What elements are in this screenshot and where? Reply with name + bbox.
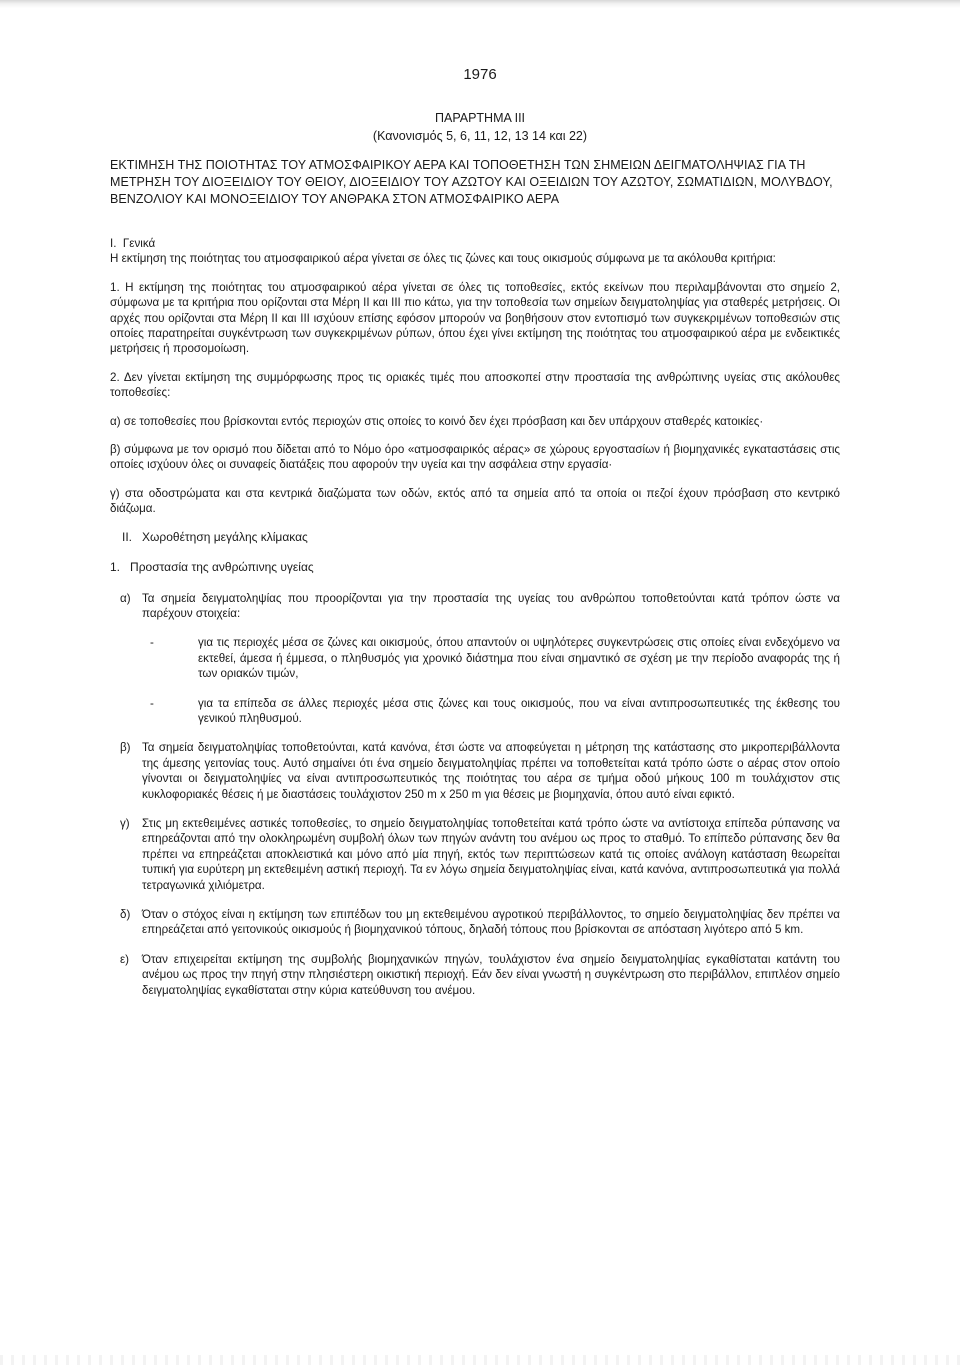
clause-c-label: γ): [120, 816, 130, 830]
section-2-label: II.: [122, 529, 133, 544]
section-1-heading: [110, 236, 840, 251]
section-1-intro: Η εκτίμηση της ποιότητας του ατμοσφαιρικού αέρα γίνεται σε όλες τις ζώνες και τους οικισμούς σύμφωνα με τα ακόλουθα κριτήρια:: [110, 252, 776, 266]
subsection-1-title: Προστασία της ανθρώπινης υγείας: [130, 560, 314, 575]
annex-title: ΠΑΡΑΡΤΗΜΑ III: [434, 111, 526, 125]
section-2-heading: [110, 530, 840, 545]
section-1-label: I.: [110, 237, 117, 250]
paragraph-2: 2. Δεν γίνεται εκτίμηση της συμμόρφωσης προς τις οριακές τιμές που αποσκοπεί στην προστασία της ανθρώπινης υγείας στις ακόλουθες τοποθεσίες:: [110, 370, 840, 400]
clause-c: [120, 816, 840, 893]
section-1-title: Γενικά: [122, 237, 156, 250]
clause-d: [120, 907, 840, 938]
subsection-1-label: 1.: [110, 560, 121, 575]
scan-edge-bottom: [0, 1355, 960, 1365]
list-item: [110, 635, 840, 681]
subsection-1-heading: [110, 560, 840, 575]
clause-d-label: δ): [120, 908, 131, 921]
clause-e: [120, 952, 840, 998]
list-item-b: β) σύμφωνα με τον ορισμό που δίδεται από το Νόμο όρο «ατμοσφαιρικός αέρας» σε χώρους εργοστασίων ή βιομηχανικές εγκαταστάσεις στις οποίες ισχύουν όλες οι συναφείς διατάξεις που αφορούν την υγεία και την ασφάλεια στην εργασία·: [110, 443, 840, 472]
list-item-a: α) σε τοποθεσίες που βρίσκονται εντός περιοχών στις οποίες το κοινό δεν έχει πρόσβαση και δεν υπάρχουν σταθερές κατοικίες·: [110, 414, 764, 428]
clause-a-label: α): [120, 591, 131, 605]
section-2-title: Χωροθέτηση μεγάλης κλίμακας: [142, 529, 308, 544]
bullet-text: για τις περιοχές μέσα σε ζώνες και οικισμούς, όπου απαντούν οι υψηλότερες συγκεντρώσεις στις οποίες είναι ενδεχόμενο να εκτεθεί, άμεσα ή έμμεσα, ο πληθυσμός για χρονικό διάστημα που είναι σημαντικό σε σχέση με την περίοδο αναφοράς της ή των οριακών τιμών,: [198, 636, 840, 681]
clause-b-text: Τα σημεία δειγματοληψίας τοποθετούνται, κατά κανόνα, έτσι ώστε να αποφεύγεται η μέτρηση της κατάστασης στο μικροπεριβάλλοντα της άμεσης γειτονίας τους. Αυτό σημαίνει ότι ένα σημείο δειγματοληψίας πρέπει να τοποθετείται κατά τρόπο ώστε ο αέρας στον οποίο γίνονται οι δειγματοληψίες να είναι αντιπροσωπευτικός της ποιότητας του αέρα σε τμήμα οδού μήκους 100 m τουλάχιστον στις κυκλοφοριακές θέσεις ή με διαστάσεις τουλάχιστον 250 m x 250 m για θέσεις με βιομηχανία, όπου αυτό είναι εφικτό.: [142, 741, 840, 801]
clause-c-text: Στις μη εκτεθειμένες αστικές τοποθεσίες, το σημείο δειγματοληψίας τοποθετείται κατά τρόπο ώστε να αντίστοιχα επίπεδα ρύπανσης να επηρεάζονται από την ολοκληρωμένη συμβολή όλων των πηγών ανάντη του ανέμου ως προς το σταθμό. Το επίπεδο ρύπανσης δεν θα πρέπει να επηρεάζεται αποκλειστικά και μόνο από μία πηγή, εκτός των περιπτώσεων κατά τις οποίες ανάλογη κατάσταση θεωρείται τυπική για ευρύτερη μη εκτεθειμένη αστική περιοχή. Τα εν λόγω σημεία δειγματοληψίας είναι, κατά κανόνα, αντιπροσωπευτικά για πολλά τετραγωνικά χιλιόμετρα.: [142, 816, 840, 892]
clause-a: [120, 591, 840, 622]
clause-e-label: ε): [120, 952, 130, 966]
annex-title-block: [0, 109, 960, 145]
dash-bullet-icon: -: [150, 636, 154, 650]
list-item: [110, 696, 840, 727]
list-item-c: γ) στα οδοστρώματα και στα κεντρικά διαζώματα των οδών, εκτός από τα σημεία από τα οποία οι πεζοί έχουν πρόσβαση στο κεντρικό διάζωμα.: [110, 486, 840, 516]
clause-d-text: Όταν ο στόχος είναι η εκτίμηση των επιπέδων του μη εκτεθειμένου αγροτικού περιβάλλοντος, το σημείο δειγματοληψίας δεν πρέπει να επηρεάζεται από γειτονικούς οικισμούς ή βιομηχανικού τόπους, δηλαδή τόπους που βρίσκονται σε απόσταση λιγότερο από 5 km.: [142, 908, 840, 937]
page-number: 1976: [463, 66, 497, 83]
document-heading: ΕΚΤΙΜΗΣΗ ΤΗΣ ΠΟΙΟΤΗΤΑΣ ΤΟΥ ΑΤΜΟΣΦΑΙΡΙΚΟΥ ΑΕΡΑ ΚΑΙ ΤΟΠΟΘΕΤΗΣΗ ΤΩΝ ΣΗΜΕΙΩΝ ΔΕΙΓΜΑΤΟΛΗΨΙΑΣ ΓΙΑ ΤΗ ΜΕΤΡΗΣΗ ΤΟΥ ΔΙΟΞΕΙΔΙΟΥ ΤΟΥ ΘΕΙΟΥ, ΔΙΟΞΕΙΔΙΟΥ ΤΟΥ ΑΖΩΤΟΥ ΚΑΙ ΟΞΕΙΔΙΩΝ ΤΟΥ ΑΖΩΤΟΥ, ΣΩΜΑΤΙΔΙΩΝ, ΜΟΛΥΒΔΟΥ, ΒΕΝΖΟΛΙΟΥ ΚΑΙ ΜΟΝΟΞΕΙΔΙΟΥ ΤΟΥ ΑΝΘΡΑΚΑ ΣΤΟΝ ΑΤΜΟΣΦΑΙΡΙΚΟ ΑΕΡΑ: [110, 158, 833, 206]
clause-a-text: Τα σημεία δειγματοληψίας που προορίζονται για την προστασία της υγείας του ανθρώπου τοποθετούνται κατά τρόπον ώστε να παρέχουν στοιχεία:: [142, 591, 840, 620]
annex-subtitle: (Κανονισμός 5, 6, 11, 12, 13 14 και 22): [372, 129, 588, 143]
dash-bullet-icon: -: [150, 696, 154, 710]
document-body: [110, 236, 840, 1012]
bullet-text: για τα επίπεδα σε άλλες περιοχές μέσα στις ζώνες και τους οικισμούς, που να είναι αντιπροσωπευτικές της έκθεσης του γενικού πληθυσμού.: [198, 696, 840, 725]
clause-b: [120, 740, 840, 802]
paragraph-1: 1. Η εκτίμηση της ποιότητας του ατμοσφαιρικού αέρα γίνεται σε όλες τις τοποθεσίες, εκτός εκείνων που περιλαμβάνονται στο σημείο 2, σύμφωνα με τα κριτήρια που ορίζονται στα Μέρη II και III πιο κάτω, για την τοποθεσία των σημείων δειγματοληψίας για σταθερές μετρήσεις. Οι αρχές που ορίζονται στα Μέρη II και III ισχύουν επίσης εφόσον μπορούν να βοηθήσουν στον εντοπισμό των συγκεκριμένων τοποθεσιών στις οποίες παρατηρείται συγκέντρωση των συγκεκριμένων ρύπων, όπου έχει γίνει εκτίμηση της ποιότητας του ατμοσφαιρικού αέρα με ενδεικτικές μετρήσεις ή προσομοίωση.: [110, 280, 840, 356]
clause-a-bullets: [110, 635, 840, 726]
clause-e-text: Όταν επιχειρείται εκτίμηση της συμβολής βιομηχανικών πηγών, τουλάχιστον ένα σημείο δειγματοληψίας εγκαθίσταται κατάντη του ανέμου ως προς την πηγή στην πλησιέστερη οικιστική περιοχή. Εάν δεν είναι γνωστή η συγκέντρωση στο περιβάλλον, επιπλέον σημείο δειγματοληψίας εγκαθίσταται στην κύρια κατεύθυνση του ανέμου.: [142, 952, 840, 997]
clause-b-label: β): [120, 741, 131, 755]
